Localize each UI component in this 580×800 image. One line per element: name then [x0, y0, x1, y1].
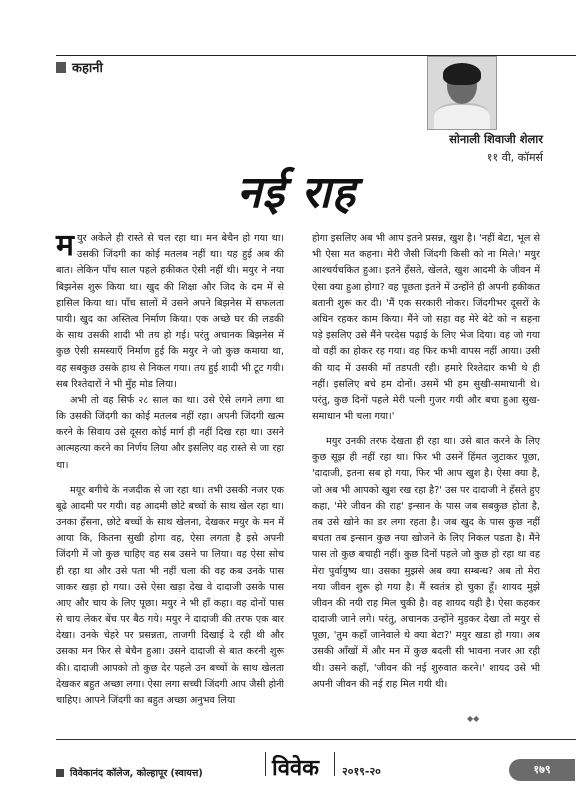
square-bullet-icon	[56, 769, 64, 777]
story-paragraph: मयुर उनकी तरफ देखता ही रहा था। उसे बात करने के लिए कुछ सूझ ही नहीं रहा था। फिर भी उसनें हिंमत जुटाकर पूछा, 'दादाजी, इतना सब हो गया, फिर भी आप खुश है। ऐसा क्या है, जो अब भी आपको खुश रख रहा है?' उस पर दादाजी ने हँसते हुए कहा, 'मेरे जीवन की राह' इन्सान के पास जब सबकुछ होता है, तब उसे खोने का डर लगा रहता है। जब खुद के पास कुछ नहीं बचता तब इन्सान कुछ नया खोजने के लिए निकल पडता है। मैंने पास तो कुछ बचाही नहीं। कुछ दिनों पहले जो कुछ हो रहा था वह मेरा पुर्वायुष्य था। उसका मुझसे अब क्या सम्बन्ध? अब तो मेरा नया जीवन शुरू हो गया है। मैं स्वतंत्र हो चुका हूँ। शायद मुझे जीवन की नयी राह मिल चुकी है। वह शायद यही है। ऐसा कहकर दादाजी जाने लगे। परंतु, अचानक उन्होंने मुड़कर देखा तो मयुर से पूछा, 'तुम कहाँ जानेवाले थे क्या बेटा?' मयुर खडा हो गया। अब उसकी आँखों में और मन में कुछ बदली सी भावना नजर आ रही थी। उसने कहाँ, 'जीवन की नई शुरुवात करने।' शायद उसे भी अपनी जीवन की नई राह मिल गयी थी।	[312, 436, 540, 690]
author-class: ११ वी, कॉमर्स	[486, 151, 543, 164]
end-mark-icon: ◆◆	[467, 714, 480, 723]
header-rule	[56, 55, 576, 56]
story-paragraph: होगा इसलिए अब भी आप इतने प्रसन्न, खुश है। 'नहीं बेटा, भूल से भी ऐसा मत कहना। मेरी जैसी जिंदगी किसी को ना मिले।' मयुर आश्चर्यचकित हुआ। इतने हँसते, खेलते, खुश आदमी के जीवन में ऐसा क्या हुआ होगा? वह पूछता इतने में उन्होंने ही अपनी हकीकत बतानी शुरू कर दी। 'मैं एक सरकारी नोकर। जिंदगीभर दूसरों के अधिन रहकर काम किया। मैंने जो सहा वह मेरे बेटे को न सहना पड़े इसलिए उसे मैंने परदेस पढ़ाई के लिए भेज दिया। वह जो गया वो वहीं का होकर रह गया। वह फिर कभी वापस नहीं आया। उसी की याद में उसकी माँ तडपती रही। हमारे रिश्तेदार कभी थे ही नहीं। इसलिए बचे हम दोनों। उसमें भी हम सुखी-समाधानी थे। परंतु, कुछ दिनों पहले मेरी पत्नी गुजर गयी और बचा हुआ सुख-समाधान भी चला गया।'	[312, 233, 540, 423]
magazine-masthead: विवेक	[272, 755, 320, 781]
page-number: १७९	[509, 759, 575, 781]
story-paragraph: अभी तो वह सिर्फ २८ साल का था। उसे ऐसे लगने लगा था कि उसकी जिंदगी का कोई मतलब नहीं रहा। अपनी जिंदगी खत्म करने के सिवाय उसे दूसरा कोई मार्ग ही नहीं दिख रहा था। उसने आत्महत्या करने का निर्णय लिया और इसलिए वह रास्ते से जा रहा था।	[56, 394, 284, 471]
footer-institution	[56, 766, 203, 779]
footer-divider	[334, 752, 335, 776]
square-bullet-icon	[56, 62, 66, 73]
institution-name: विवेकानंद कॉलेज, कोल्हापूर (स्वायत्त)	[70, 768, 203, 779]
footer-divider	[265, 752, 266, 776]
footer-rule	[56, 739, 576, 740]
story-title: नई राह	[237, 167, 357, 218]
drop-cap: म	[56, 228, 74, 263]
author-name: सोनाली शिवाजी शेलार	[449, 132, 543, 146]
story-paragraph: मयूर बगीचे के नजदीक से जा रहा था। तभी उसकी नजर एक बूढे आदमी पर गयी। वह आदमी छोटे बच्चों के साथ खेल रहा था। उनका हँसना, छोटे बच्चों के साथ खेलना, देखकर मयुर के मन में आया कि, कितना सुखी होगा वह, ऐसा लगता है इसे अपनी जिंदगी में जो कुछ चाहिए वह सब उसने पा लिया। वह ऐसा सोच ही रहा था और उसे पता भी नहीं चला की वह कब उनके पास जाकर खड़ा हो गया। उसे ऐसा खड़ा देख वे दादाजी उसके पास आए और चाय के लिए पूछा। मयुर ने भी हाँ कहा। वह दोनों पास से चाय लेकर बेंच पर बैठ गये। मयुर ने दादाजी की तरफ एक बार देखा। उनके चेहरे पर प्रसन्नता, ताजगी दिखाई दे रही थी और उसका मन फिर से बेचैन हुआ। उसने दादाजी से बात करनी शुरू की। दादाजी आपको तो कुछ देर पहले उन बच्चों के साथ खेलता देखकर बहुत अच्छा लगा। ऐसा लगा सच्ची जिंदगी आप जैसी होनी चाहिए। आपने जिंदगी का बहुत अच्छा अनुभव लिया	[56, 484, 284, 707]
footer-year: २०१९-२०	[342, 765, 381, 778]
author-photo	[427, 56, 497, 130]
story-column-left	[56, 228, 284, 709]
story-column-right	[312, 231, 540, 693]
story-paragraph: मयुर अकेले ही रास्ते से चल रहा था। मन बेचैन हो गया था। उसकी जिंदगी का कोई मतलब नहीं था। यह हुई अब की बात। लेकिन पाँच साल पहले हकीकत ऐसी नहीं थी। मयुर ने नया बिझनेस शुरू किया था। खुद की शिक्षा और जिद के दम में से हासिल किया था। पाँच सालों में उसने अपने बिझनेस में सफलता पायी। खुद का अस्तित्व निर्माण किया। एक अच्छे घर की लडकी के साथ उसकी शादी भी तय हो गई। परंतु अचानक बिझनेस में कुछ ऐसी समस्याएँ निर्माण हुई कि मयुर ने जो कुछ कमाया था, वह सबकुछ उसके हाथ से निकल गया। तय हुई शादी भी टूट गयी। सब रिश्तेदारों ने भी मुँह मोड लिया।	[56, 228, 284, 390]
section-tag	[56, 58, 103, 76]
section-label: कहानी	[72, 61, 103, 76]
